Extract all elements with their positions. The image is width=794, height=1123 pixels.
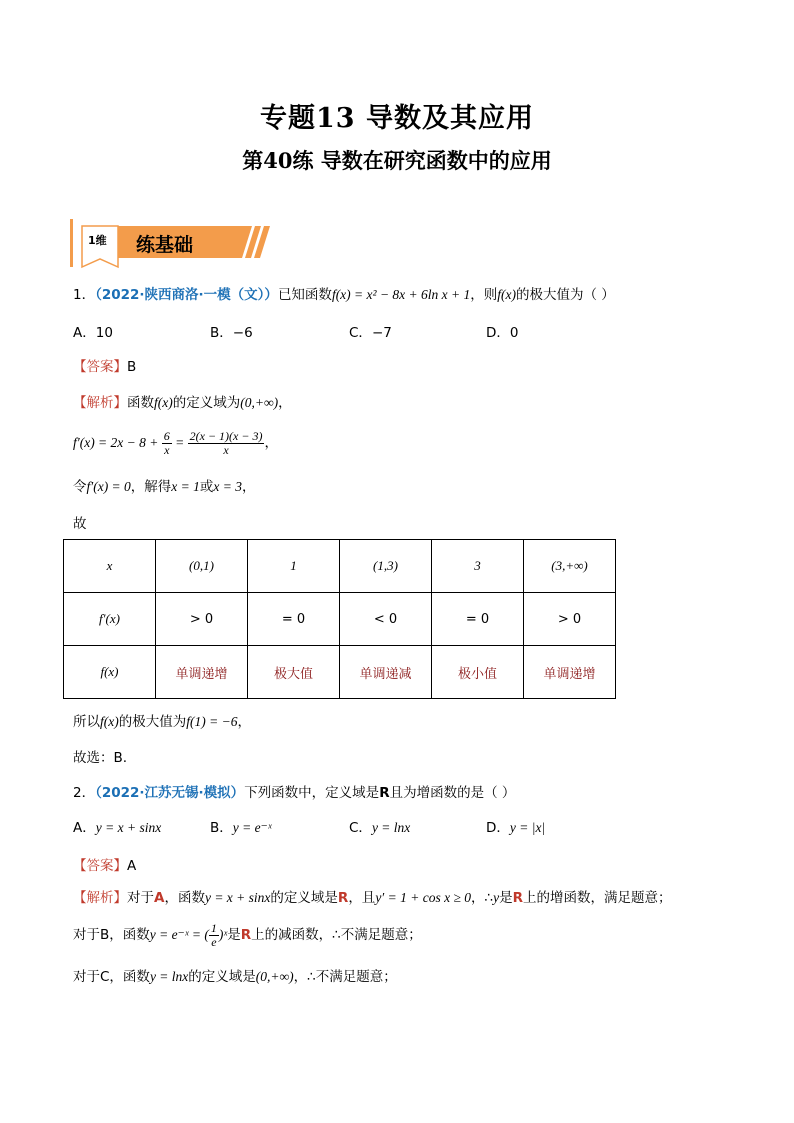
table-cell: = 0 [248, 593, 340, 646]
table-row [64, 593, 616, 646]
q2-analysis-a: 【解析】对于A，函数y = x + sinx的定义域是R，且y′ = 1 + cos x ≥ 0，∴y是R上的增函数，满足题意； [73, 890, 672, 906]
q2-option-c: C．y = lnx [349, 820, 411, 836]
frac-6-over-x: $\frac{6}{x}$ [163, 428, 170, 457]
q1-option-d: D．0 [486, 325, 519, 341]
table-cell: > 0 [524, 593, 616, 646]
answer-label: 【答案】 [73, 858, 127, 874]
variation-table [63, 539, 616, 699]
q1-set-zero: 令f′(x) = 0，解得x = 1或x = 3， [73, 479, 256, 495]
q1-source: （2022·陕西商洛·一模（文）） [95, 287, 278, 303]
table-cell: 单调递增 [156, 646, 248, 699]
table-cell: 极大值 [248, 646, 340, 699]
q1-stem-text: 已知函数 [277, 287, 332, 303]
q1-therefore: 故 [73, 516, 87, 532]
q1-stem-text2: ，则 [470, 287, 498, 303]
q1-number: 1． [73, 287, 96, 303]
table-cell: = 0 [432, 593, 524, 646]
table-cell: 单调递增 [524, 646, 616, 699]
q1-conclusion: 所以f(x)的极大值为f(1) = −6， [73, 714, 251, 730]
q1-option-c: C．−7 [349, 325, 392, 341]
table-cell: < 0 [340, 593, 432, 646]
q1-option-a: A．10 [73, 325, 113, 341]
answer-value: B [127, 359, 137, 375]
q1-stem-text3: 的极大值为（ ） [516, 287, 615, 303]
table-cell: 1 [248, 540, 340, 593]
q1-choice: 故选：B. [73, 750, 128, 766]
answer-value: A [127, 858, 137, 874]
table-cell: 单调递减 [340, 646, 432, 699]
table-cell: 3 [432, 540, 524, 593]
q2-option-d: D．y = |x| [486, 820, 546, 836]
q1-option-b: B．−6 [210, 325, 253, 341]
frac-factored: $\frac{2(x - 1)(x - 3)}{x}$ [189, 428, 263, 457]
q2-answer [73, 856, 136, 876]
q2-stem: 2．（2022·江苏无锡·模拟）下列函数中，定义域是R且为增函数的是（ ） [73, 785, 516, 801]
q2-option-b: B．y = e⁻ˣ [210, 820, 272, 836]
q1-fx: f(x) [497, 287, 516, 302]
table-cell: x [64, 540, 156, 593]
table-cell: 极小值 [432, 646, 524, 699]
page-subtitle: 第40练 导数在研究函数中的应用 [242, 148, 552, 173]
q1-function: f(x) = x² − 8x + 6ln x + 1 [331, 287, 471, 302]
q1-stem [73, 285, 615, 305]
q1-derivative: f′(x) = 2x − 8 + $\frac{6}{x}$ = $\frac{2(x - 1)(x - 3)}{x}$ ， [73, 428, 278, 457]
table-cell: > 0 [156, 593, 248, 646]
analysis-label: 【解析】 [73, 890, 127, 906]
section-badge: 1维 [88, 234, 107, 247]
q1-analysis-line1: 【解析】函数f(x)的定义域为(0,+∞)， [73, 395, 292, 411]
table-cell: f′(x) [64, 593, 156, 646]
table-cell: f(x) [64, 646, 156, 699]
q2-option-a: A．y = x + sinx [73, 820, 162, 836]
section-label: 练基础 [136, 234, 194, 256]
analysis-label: 【解析】 [73, 395, 127, 411]
table-cell: (1,3) [340, 540, 432, 593]
section-banner [70, 215, 270, 271]
q2-analysis-c: 对于C，函数y = lnx的定义域是(0,+∞)，∴不满足题意； [73, 969, 397, 985]
q2-source: （2022·江苏无锡·模拟） [95, 785, 245, 801]
q2-analysis-b: 对于B，函数y = e⁻ˣ = ( $\frac{1}{e}$ )ˣ是R上的减函数，∴不满足题意； [73, 920, 422, 949]
table-cell: (3,+∞) [524, 540, 616, 593]
frac-1-over-e: $\frac{1}{e}$ [210, 920, 217, 949]
page-title: 专题13 导数及其应用 [260, 103, 534, 134]
table-row [64, 646, 616, 699]
answer-label: 【答案】 [73, 359, 127, 375]
table-cell: (0,1) [156, 540, 248, 593]
table-row [64, 540, 616, 593]
q2-number: 2． [73, 785, 96, 801]
q1-answer [73, 357, 136, 377]
